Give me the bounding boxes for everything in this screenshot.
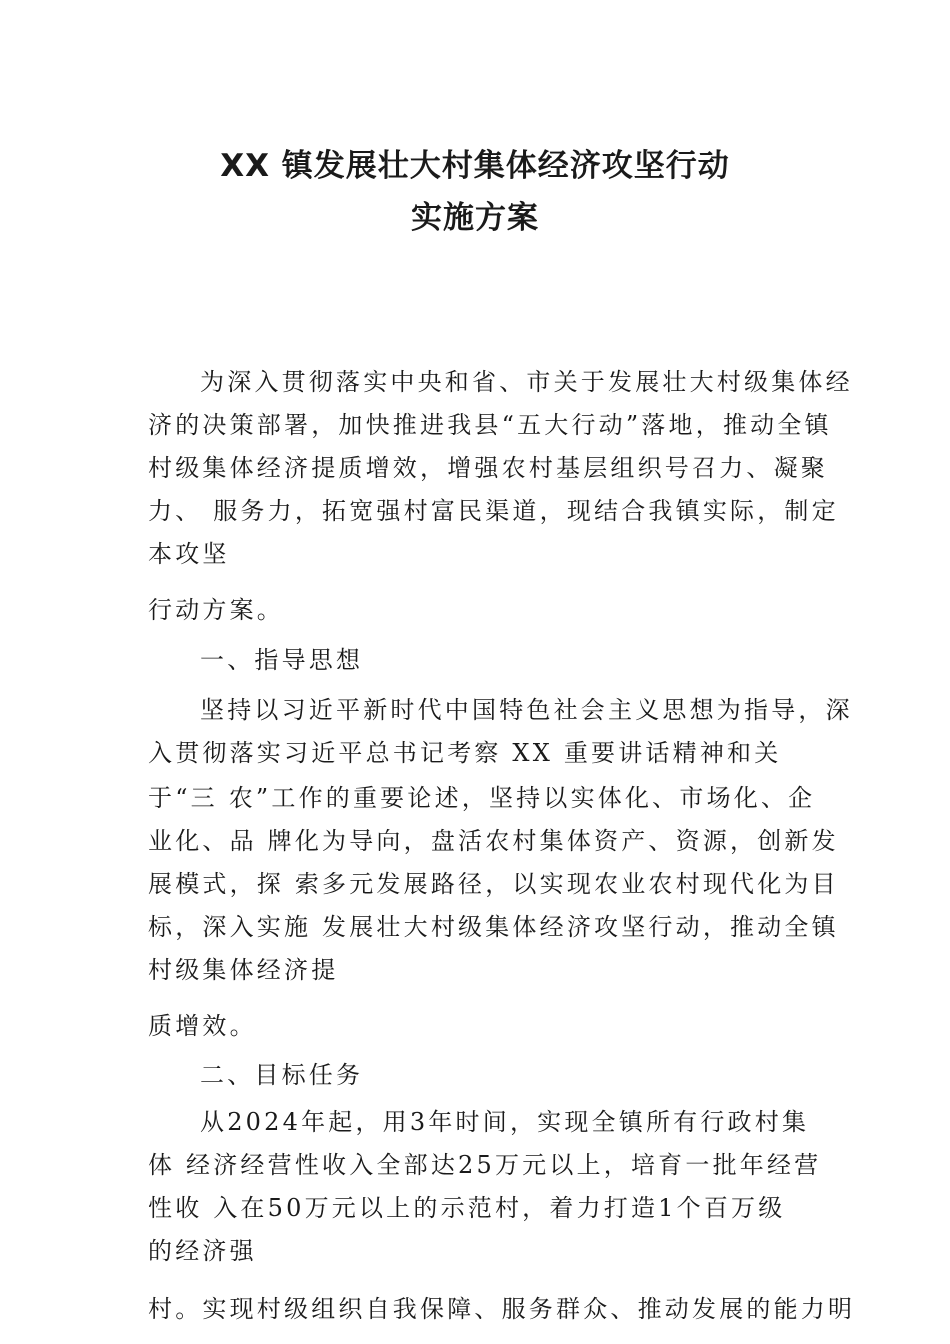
paragraph-line: 行动方案。 [148, 596, 284, 624]
paragraph-line: 村。实现村级组织自我保障、服务群众、推动发展的能力明 [148, 1295, 856, 1323]
paragraph-line: 从2024年起，用3年时间，实现全镇所有行政村集 [200, 1108, 810, 1136]
paragraph-line: 村级集体经济提 [148, 956, 339, 984]
paragraph-line: 力、 服务力，拓宽强村富民渠道，现结合我镇实际，制定 [148, 497, 839, 525]
paragraph-line: 为深入贯彻落实中央和省、市关于发展壮大村级集体经 [200, 368, 853, 396]
paragraph-line: 本攻坚 [148, 540, 230, 568]
paragraph-line: 业化、品 牌化为导向，盘活农村集体资产、资源，创新发 [148, 827, 839, 855]
paragraph-line: 坚持以习近平新时代中国特色社会主义思想为指导，深 [200, 696, 853, 724]
paragraph-line: 性收 入在50万元以上的示范村，着力打造1个百万级 [148, 1194, 786, 1222]
paragraph-line: 质增效。 [148, 1012, 257, 1040]
paragraph-line: 于“三 农”工作的重要论述，坚持以实体化、市场化、企 [148, 784, 816, 812]
document-title-line-1: XX 镇发展壮大村集体经济攻坚行动 [220, 148, 730, 184]
paragraph-line: 展模式，探 索多元发展路径，以实现农业农村现代化为目 [148, 870, 839, 898]
paragraph-line: 的经济强 [148, 1237, 257, 1265]
paragraph-line: 标，深入实施 发展壮大村级集体经济攻坚行动，推动全镇 [148, 913, 839, 941]
section-heading: 二、目标任务 [200, 1061, 364, 1089]
paragraph-line: 村级集体经济提质增效，增强农村基层组织号召力、凝聚 [148, 454, 828, 482]
paragraph-line: 济的决策部署，加快推进我县“五大行动”落地，推动全镇 [148, 411, 832, 439]
document-title-line-2: 实施方案 [411, 200, 539, 236]
paragraph-line: 入贯彻落实习近平总书记考察 XX 重要讲话精神和关 [148, 739, 782, 767]
section-heading: 一、指导思想 [200, 646, 364, 674]
paragraph-line: 体 经济经营性收入全部达25万元以上，培育一批年经营 [148, 1151, 822, 1179]
